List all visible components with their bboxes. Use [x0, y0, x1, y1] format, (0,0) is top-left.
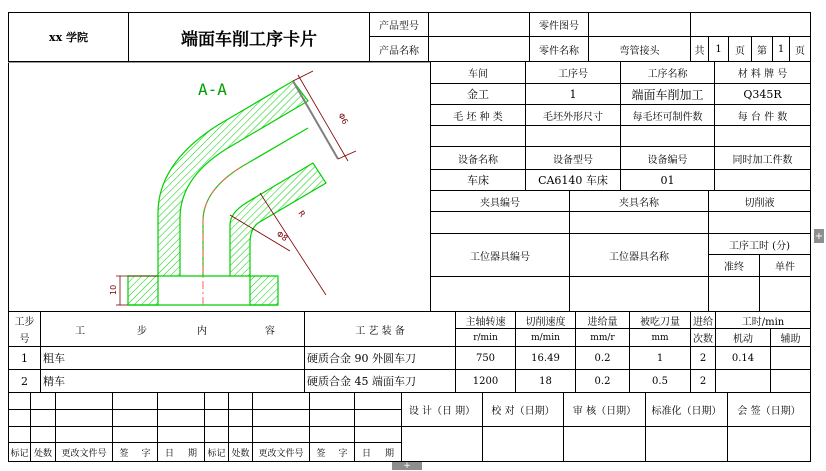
fixture-no-label: 夹具编号 — [480, 197, 520, 209]
depth-unit: mm — [651, 332, 669, 343]
revision-count-label-b: 处数 — [231, 448, 250, 459]
revision-date-label-b2: 期 — [384, 448, 394, 459]
revision-sign-label-2: 字 — [141, 448, 151, 459]
sign-design-label: 设 计（日 期） — [408, 406, 476, 417]
material-value: Q345R — [743, 87, 782, 101]
aux-time-label: 辅助 — [780, 334, 801, 345]
step-row-1-content: 粗车 — [43, 352, 65, 365]
revision-date-label: 日 — [164, 448, 174, 459]
op-name-value: 端面车削加工 — [631, 87, 704, 102]
equip-model-label: 设备型号 — [553, 154, 593, 166]
sign-standard-label: 标准化（日期） — [651, 406, 722, 417]
dim-label-inner-diameter: Φ8 — [274, 229, 290, 244]
cut-speed-unit: m/min — [531, 332, 560, 343]
step-row-1-speed: 750 — [475, 352, 496, 364]
feed-unit: mm/r — [590, 332, 615, 343]
page-label: 第 — [757, 45, 767, 57]
step-row-1-depth: 1 — [656, 352, 664, 364]
step-row-2-passes: 2 — [699, 375, 707, 387]
page-value: 1 — [777, 43, 785, 55]
op-time-label: 工序工时 (分) — [729, 240, 790, 252]
step-row-2-machine-time — [716, 370, 770, 392]
part-name-value: 弯管接头 — [619, 45, 660, 57]
spindle-speed-unit: r/min — [473, 332, 498, 343]
page-unit2-label: 页 — [795, 45, 805, 57]
content-label-char-3: 内 — [197, 325, 207, 337]
part-section-drawing — [8, 63, 430, 311]
step-row-1-no: 1 — [21, 351, 28, 365]
fixture-name-label: 夹具名称 — [619, 197, 659, 209]
step-row-2-feed: 0.2 — [594, 375, 611, 387]
sign-check-label: 校 对（日期） — [491, 406, 555, 417]
step-row-1-passes: 2 — [699, 352, 707, 364]
revision-sign-label-b: 签 — [316, 448, 326, 459]
station-no-label: 工位器具编号 — [470, 251, 530, 263]
blank-size-label: 毛坯外形尺寸 — [543, 111, 603, 123]
workshop-value: 金工 — [467, 88, 489, 101]
content-label-char-4: 容 — [265, 325, 275, 337]
feed-label: 进给量 — [587, 316, 618, 328]
per-unit-label: 每 台 件 数 — [737, 111, 788, 123]
revision-date-label-b: 日 — [361, 448, 371, 459]
cut-speed-label: 切削速度 — [525, 316, 566, 328]
expand-right-button[interactable]: + — [814, 230, 824, 242]
dim-label-outer-diameter: Φ6 — [336, 111, 350, 126]
revision-sign-label: 签 — [119, 448, 129, 459]
blank-count-label: 每毛坯可制件数 — [632, 111, 703, 123]
equip-no-label: 设备编号 — [647, 154, 688, 166]
dim-label-radius: R — [296, 208, 307, 219]
step-row-1-feed: 0.2 — [594, 352, 611, 364]
depth-label: 被吃刀量 — [640, 316, 680, 328]
step-no-label: 工步 — [14, 317, 35, 328]
step-row-2-depth: 0.5 — [652, 375, 668, 387]
coolant-label: 切削液 — [744, 197, 775, 209]
pipe-wall-outer — [128, 81, 338, 305]
op-no-value: 1 — [569, 87, 577, 101]
equip-model-value: CA6140 车床 — [538, 174, 608, 187]
step-row-2-content: 精车 — [43, 375, 65, 388]
sign-countersign-label: 会 签（日期） — [737, 406, 801, 417]
material-label: 材 料 牌 号 — [737, 69, 788, 80]
hours-label: 工时/min — [741, 316, 785, 328]
op-no-label: 工序号 — [558, 69, 588, 80]
school-name: xx 学院 — [49, 31, 88, 44]
op-name-label: 工序名称 — [647, 69, 688, 80]
step-row-1-machine-time: 0.14 — [731, 352, 755, 364]
product-name-label: 产品名称 — [379, 45, 419, 57]
step-row-1-cut-speed: 16.49 — [531, 352, 560, 364]
simul-label: 同时加工件数 — [732, 154, 793, 166]
sign-review-label: 审 核（日期） — [572, 406, 637, 417]
page-unit-label: 页 — [735, 45, 745, 57]
equip-name-label: 设备名称 — [458, 154, 498, 166]
machine-time-label: 机动 — [733, 334, 753, 345]
passes-label-2: 次数 — [693, 334, 713, 345]
step-row-2-cut-speed: 18 — [539, 375, 552, 387]
product-model-label: 产品型号 — [379, 21, 419, 32]
content-label-char-2: 步 — [137, 325, 147, 337]
revision-date-label-2: 期 — [187, 448, 197, 459]
total-label: 共 — [694, 45, 705, 57]
revision-count-label: 处数 — [33, 448, 52, 459]
page-title: 端面车削工序卡片 — [181, 29, 317, 50]
expand-bottom-button[interactable]: + — [392, 462, 422, 470]
revision-doc-label-b: 更改文件号 — [258, 448, 304, 459]
revision-mark-label: 标记 — [10, 448, 29, 459]
step-row-2-speed: 1200 — [472, 375, 499, 387]
dim-label-flange-height: 10 — [109, 284, 118, 295]
revision-mark-label-b: 标记 — [207, 448, 226, 459]
step-no-label-2: 号 — [19, 334, 30, 345]
station-name-label: 工位器具名称 — [609, 251, 669, 263]
total-value: 1 — [715, 43, 722, 55]
step-row-2-aux-time — [771, 370, 810, 392]
blank-type-label: 毛 坯 种 类 — [453, 111, 503, 123]
content-label-char-1: 工 — [75, 325, 85, 337]
prep-time-label: 准终 — [724, 262, 744, 273]
equip-name-value: 车床 — [467, 174, 489, 187]
step-row-2-no: 2 — [21, 374, 28, 388]
step-row-2-equipment: 硬质合金 45 端面车刀 — [307, 375, 416, 388]
step-row-1-equipment: 硬质合金 90 外圆车刀 — [307, 352, 416, 365]
equip-no-value: 01 — [660, 173, 675, 187]
unit-time-label: 单件 — [775, 262, 795, 273]
part-name-label: 零件名称 — [539, 45, 579, 57]
revision-sign-label-b2: 字 — [338, 448, 348, 459]
passes-label: 进给 — [693, 316, 713, 328]
revision-doc-label: 更改文件号 — [61, 448, 107, 459]
workshop-label: 车间 — [468, 69, 488, 80]
equipment-label: 工 艺 装 备 — [355, 325, 405, 337]
spindle-speed-label: 主轴转速 — [465, 316, 506, 328]
section-label: A-A — [198, 80, 227, 99]
part-drawing-label: 零件图号 — [539, 21, 579, 32]
step-row-1-aux-time — [771, 347, 810, 369]
